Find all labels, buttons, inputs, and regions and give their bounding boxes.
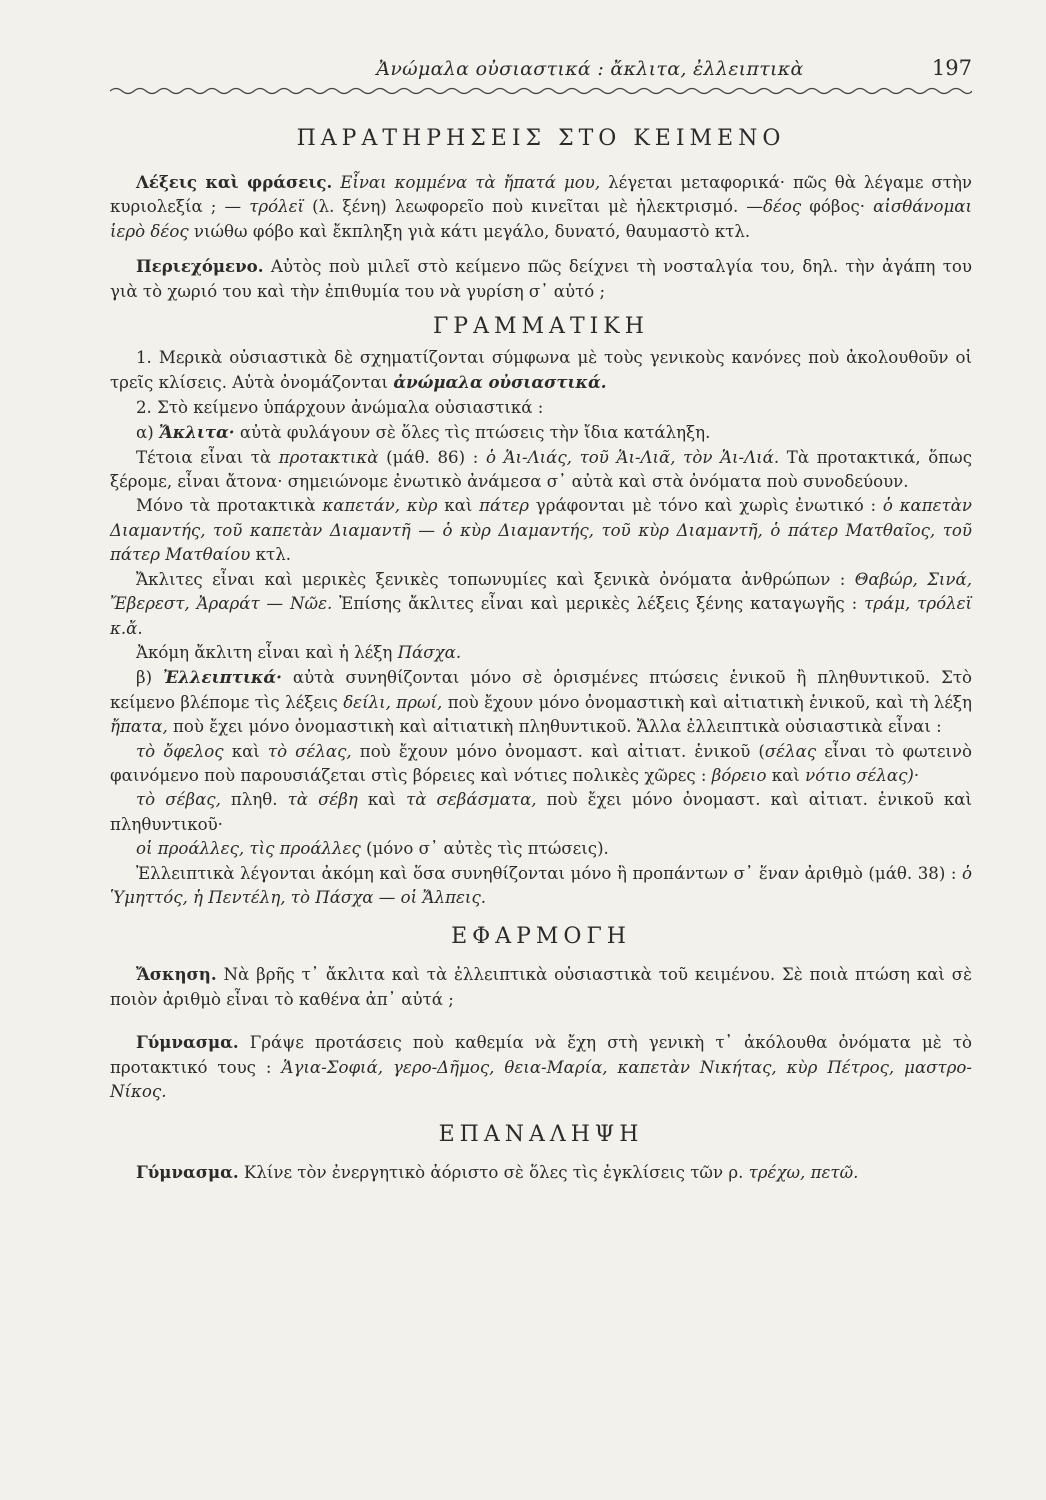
italic-text: Εἶναι κομμένα τὰ ἤπατά μου, [340,173,601,192]
text: Αὐτὸς ποὺ μιλεῖ στὸ κείμενο πῶς δείχνει τὴ νοσταλγία του, δηλ. τὴν ἀγάπη του γιὰ τὸ χωριό του καὶ τὴν ἐπιθυμία του νὰ γυρίση σ᾽ αὐτό ; [110,257,972,301]
text: Μόνο τὰ προτακτικὰ [136,496,323,516]
italic-text: ἤπατα, [110,717,168,737]
italic-text: ὁ Ὑμηττός, ἡ Πεντέλη, τὸ Πάσχα — οἱ Ἄλπεις. [110,863,972,907]
grammar-example-sevas [110,788,972,837]
text: Ἐπίσης ἄκλιτες εἶναι καὶ μερικὲς λέξεις ξένης καταγωγῆς : [332,594,865,614]
italic-text: αἰσθάνομαι ἱερὸ δέος [110,197,972,241]
grammar-paragraph-pascha [110,641,972,665]
text: (μάθ. 86) : [378,447,486,467]
paragraph-content [110,254,972,304]
exercise-askisi [110,962,972,1012]
text: ποὺ ἔχει μόνο ὀνομαστικὴ καὶ αἰτιατικὴ πληθυντικοῦ. Ἄλλα ἐλλειπτικὰ οὐσιαστικὰ εἶναι : [167,717,942,737]
italic-text: τὰ σέβη [287,790,358,810]
running-title: Ἀνώμαλα οὐσιαστικά : ἄκλιτα, ἐλλειπτικὰ [376,58,804,80]
grammar-rule-2: 2. Στὸ κείμενο ὑπάρχουν ἀνώμαλα οὐσιαστικά : [136,397,544,417]
text: Κλίνε τὸν ἐνεργητικὸ ἀόριστο σὲ ὅλες τὶς ἐγκλίσεις τῶν ρ. [238,1163,749,1183]
italic-text: πάτερ [479,496,530,516]
text: φόβος· [801,197,866,217]
italic-text: ὁ Ἁι-Λιάς, τοῦ Ἁι-Λιᾶ, τὸν Ἁι-Λιά. [485,447,780,467]
bold-italic-term: ἀνώμαλα οὐσιαστικά. [393,372,607,393]
grammar-paragraph-prefixes [110,446,972,495]
page-header [110,52,972,96]
text: καὶ [223,741,268,761]
text: Νὰ βρῆς τ᾽ ἄκλιτα καὶ τὰ ἐλλειπτικὰ οὐσιαστικὰ τοῦ κειμένου. Σὲ ποιὰ πτώση καὶ σὲ ποιὸν ἀριθμὸ εἶναι τὸ καθένα ἀπ᾽ αὐτά ; [110,965,972,1009]
italic-text: ὁ καπετὰν Διαμαντής, τοῦ καπετὰν Διαμαντῆ — ὁ κὺρ Διαμαντής, τοῦ κὺρ Διαμαντῆ, ὁ πάτερ Ματθαῖος, τοῦ πάτερ Ματθαίου [110,496,972,565]
text: κτλ. [250,545,292,565]
bold-italic-term: Ἄκλιτα· [158,422,235,443]
italic-text: οἱ προάλλες, τὶς προάλλες [136,839,361,859]
text: εἶναι τὸ φωτεινὸ φαινόμενο ποὺ παρουσιάζεται στὶς βόρειες καὶ νότιες πολικὲς χῶρες : [110,741,972,785]
label-gymnasma: Γύμνασμα. [136,1162,239,1183]
text: πληθ. [220,790,288,810]
italic-text: δέος [763,197,802,217]
italic-text: τὸ σέλας, [267,741,352,761]
italic-text: τρέχω, πετῶ. [748,1163,859,1183]
grammar-example-proalles [110,837,972,861]
italic-text: σέλας [764,741,817,761]
text: γράφονται μὲ τόνο καὶ χωρὶς ἐνωτικό : [529,496,883,516]
text: λέγεται μεταφορικά· πῶς θὰ λέγαμε στὴν κυριολεξία ; — [110,173,972,217]
grammar-paragraph-number [110,862,972,911]
bold-italic-term: Ἐλλειπτικά· [163,667,282,688]
label-words-phrases: Λέξεις καὶ φράσεις. [136,172,333,192]
italic-text: βόρειο [711,765,767,785]
italic-text: τὸ σέβας, [136,790,221,810]
italic-text: τρόλεϊ [249,197,305,217]
italic-text: νότιο σέλας)· [805,765,920,785]
text: Τέτοια εἶναι τὰ [136,447,279,467]
grammar-section-a [110,420,972,445]
italic-text: τὰ σεβάσματα, [406,790,537,810]
text: α) [136,423,159,443]
italic-text: Πάσχα. [397,642,462,662]
grammar-example-ofelos [110,740,972,789]
italic-text: Θαβώρ, Σινά, Ἔβερεστ, Ἀραράτ — Νῶε. [110,569,973,614]
page-number: 197 [931,56,972,80]
paragraph-words-phrases [110,170,972,244]
grammar-rule-1 [110,346,972,396]
text: (μόνο σ᾽ αὐτὲς τὶς πτώσεις). [360,839,609,859]
text: ποὺ ἔχουν μόνο ὀνομαστ. καὶ αἰτιατ. ἑνικοῦ ( [351,741,765,761]
wavy-rule [110,86,972,96]
text: Γράψε προτάσεις ποὺ καθεμία νὰ ἔχη στὴ γενικὴ τ᾽ ἀκόλουθα ὀνόματα μὲ τὸ προτακτικό τους : [110,1033,972,1077]
text: Τὰ προτακτικά, ὅπως ξέρομε, εἶναι ἄτονα· σημειώνομε ἐνωτικὸ ἀνάμεσα σ᾽ αὐτὰ καὶ στὰ ὀνόματα ποὺ συνοδεύουν. [110,447,972,492]
grammar-section-b [110,665,972,739]
italic-text: καπετάν, κὺρ [322,496,438,516]
text: ποὺ ἔχει μόνο ὀνομαστ. καὶ αἰτιατ. ἑνικοῦ καὶ πληθυντικοῦ· [110,790,973,834]
text: ποὺ ἔχουν μόνο ὀνομαστικὴ καὶ αἰτιατικὴ ἑνικοῦ, καὶ τὴ λέξη [442,692,973,712]
text: καὶ [437,496,480,516]
page-body [110,124,972,1186]
label-content: Περιεχόμενο. [136,256,264,277]
label-askisi: Ἄσκηση. [136,964,217,985]
heading-observations: ΠΑΡΑΤΗΡΗΣΕΙΣ ΣΤΟ ΚΕΙΜΕΝΟ [296,126,786,151]
italic-text: τράμ, τρόλεϊ κ.ἄ. [110,594,973,638]
text: καὶ [357,790,407,810]
text: νιώθω φόβο καὶ ἔκπληξη γιὰ κάτι μεγάλο, δυνατό, θαυμαστὸ κτλ. [188,221,751,241]
text: Ἀκόμη ἄκλιτη εἶναι καὶ ἡ λέξη [136,642,398,662]
grammar-paragraph-accented-prefixes [110,494,972,567]
text: αὐτὰ συνηθίζονται μόνο σὲ ὁρισμένες πτώσεις ἑνικοῦ ἢ πληθυντικοῦ. Στὸ κείμενο βλέπομε τὶς λέξεις [110,668,972,712]
italic-text: προτακτικὰ [278,447,379,467]
heading-application: ΕΦΑΡΜΟΓΗ [451,924,631,950]
text: αὐτὰ φυλάγουν σὲ ὅλες τὶς πτώσεις τὴν ἴδια κατάληξη. [234,423,711,443]
grammar-paragraph-foreign-names [110,568,972,641]
heading-grammar: ΓΡΑΜΜΑΤΙΚΗ [433,314,649,340]
italic-text: δείλι, πρωί, [343,692,443,712]
italic-text: Ἁγια-Σοφιά, γερο-Δῆμος, θεια-Μαρία, καπετὰν Νικήτας, κὺρ Πέτρος, μαστρο-Νίκος. [110,1057,973,1101]
label-gymnasma: Γύμνασμα. [136,1032,239,1053]
text: β) [136,668,164,688]
text: 1. Μερικὰ οὐσιαστικὰ δὲ σχηματίζονται σύμφωνα μὲ τοὺς γενικοὺς κανόνες ποὺ ἀκολουθοῦν οἱ τρεῖς κλίσεις. Αὐτὰ ὀνομάζονται [110,348,972,393]
heading-review: ΕΠΑΝΑΛΗΨΗ [438,1122,644,1148]
italic-text: τὸ ὄφελος [136,741,224,761]
text: (λ. ξένη) λεωφορεῖο ποὺ κινεῖται μὲ ἠλεκτρισμό. — [304,197,763,217]
text: Ἐλλειπτικὰ λέγονται ἀκόμη καὶ ὅσα συνηθίζονται μόνο ἢ προπάντων σ᾽ ἕναν ἀριθμὸ (μάθ. 38) : [136,863,962,883]
exercise-gymnasma-1 [110,1030,972,1104]
exercise-gymnasma-2 [110,1160,972,1185]
text: καὶ [766,765,806,785]
text: Ἄκλιτες εἶναι καὶ μερικὲς ξενικὲς τοπωνυμίες καὶ ξενικὰ ὀνόματα ἀνθρώπων : [136,569,855,589]
